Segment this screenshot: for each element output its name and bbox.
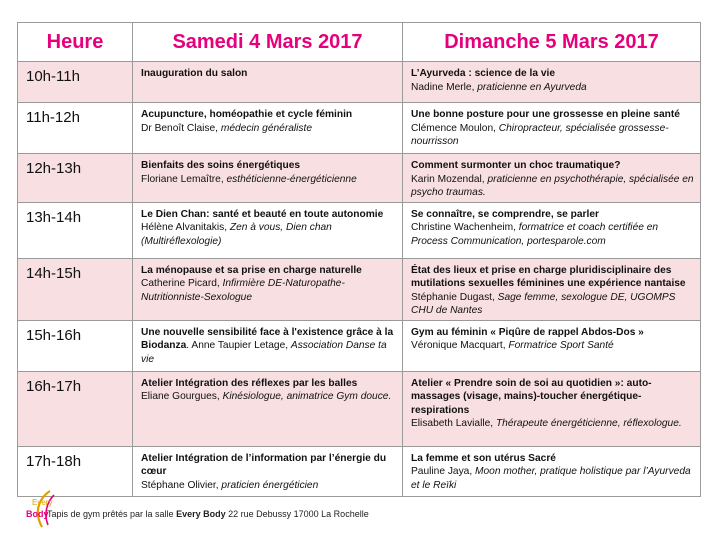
session-title: Une nouvelle sensibilité face à l'existence grâce à la Biodanza: [141, 326, 394, 351]
session-title: État des lieux et prise en charge pluridisciplinaire des mutilations sexuelles féminines une expérience nantaise: [411, 264, 686, 289]
speaker-name: Nadine Merle,: [411, 81, 478, 93]
session-title: Atelier Intégration de l’information par l’énergie du cœur: [141, 452, 387, 477]
speaker-role: formatrice et coach certifiée en Process Communication, portesparole.com: [411, 222, 659, 247]
saturday-session: [133, 103, 403, 154]
speaker-role: Chiropracteur, spécialisée grossesse-nourrisson: [411, 122, 669, 147]
session-title: La femme et son utérus Sacré: [411, 452, 556, 464]
speaker-role: Association Danse ta vie: [141, 340, 387, 365]
speaker-role: Zen à vous, Dien chan (Multiréflexologie): [141, 222, 332, 247]
speaker-name: Elisabeth Lavialle,: [411, 418, 496, 429]
speaker-role: Infirmière DE-Naturopathe-Nutritionniste-Sexologue: [141, 278, 345, 303]
time-slot: 16h-17h: [18, 371, 133, 446]
sunday-session: [403, 258, 701, 320]
session-title: Atelier Intégration des réflexes par les balles: [141, 377, 358, 389]
speaker-name: Hélène Alvanitakis,: [141, 222, 230, 233]
time-slot: 11h-12h: [18, 103, 133, 154]
session-title: Inauguration du salon: [141, 68, 248, 79]
speaker-role: esthéticienne-énergéticienne: [226, 173, 357, 185]
schedule-table: [17, 22, 701, 497]
time-slot: 10h-11h: [18, 62, 133, 103]
schedule-row: [18, 258, 701, 320]
speaker-role: Moon mother, pratique holistique par l’Ayurveda et le Reïki: [411, 466, 691, 491]
sunday-session: [403, 154, 701, 203]
speaker-role: Sage femme, sexologue DE, UGOMPS CHU de Nantes: [411, 291, 676, 316]
speaker-role: Kinésiologue, animatrice Gym douce.: [222, 391, 392, 402]
schedule-row: [18, 202, 701, 258]
schedule-row: [18, 371, 701, 446]
session-title: La ménopause et sa prise en charge naturelle: [141, 264, 362, 276]
speaker-role: praticienne en psychothérapie, spécialisée en psycho traumas.: [411, 173, 694, 198]
speaker-name: Véronique Macquart,: [411, 340, 509, 351]
speaker-role: médecin généraliste: [220, 122, 313, 134]
saturday-session: [133, 258, 403, 320]
session-title: Acupuncture, homéopathie et cycle féminin: [141, 109, 353, 120]
header-row: [18, 23, 701, 62]
sunday-session: [403, 320, 701, 371]
schedule-row: [18, 62, 701, 103]
header-sunday: Dimanche 5 Mars 2017: [403, 23, 701, 62]
speaker-name: . Anne Taupier Letage,: [186, 340, 291, 351]
speaker-name: Catherine Picard,: [141, 278, 223, 289]
speaker-name: Dr Benoît Claise,: [141, 122, 221, 134]
sunday-session: [403, 446, 701, 496]
time-slot: 14h-15h: [18, 258, 133, 320]
speaker-name: Eliane Gourgues,: [141, 391, 223, 402]
speaker-role: praticien énergéticien: [221, 479, 319, 491]
header-saturday: Samedi 4 Mars 2017: [133, 23, 403, 62]
speaker-role: praticienne en Ayurveda: [477, 81, 587, 93]
saturday-session: [133, 202, 403, 258]
speaker-role: Thérapeute énergéticienne, réflexologue.: [495, 418, 682, 429]
session-title: Comment surmonter un choc traumatique?: [411, 160, 621, 171]
session-title: Gym au féminin « Piqûre de rappel Abdos-Dos »: [411, 326, 644, 338]
logo-text-every: Every: [32, 498, 53, 507]
speaker-name: Christine Wachenheim,: [411, 222, 519, 233]
time-slot: 12h-13h: [18, 154, 133, 203]
session-title: L’Ayurveda : science de la vie: [411, 68, 556, 79]
schedule-row: [18, 446, 701, 496]
session-title: Le Dien Chan: santé et beauté en toute autonomie: [141, 208, 384, 220]
session-title: Atelier « Prendre soin de soi au quotidien »: auto-massages (visage, mains)-toucher énergétique-respirations: [411, 377, 652, 416]
footer-address: 22 rue Debussy 17000 La Rochelle: [225, 509, 369, 519]
speaker-name: Pauline Jaya,: [411, 466, 475, 477]
sunday-session: [403, 103, 701, 154]
schedule-row: [18, 320, 701, 371]
speaker-name: Floriane Lemaître,: [141, 173, 227, 185]
header-hour: Heure: [18, 23, 133, 62]
session-title: Se connaître, se comprendre, se parler: [411, 208, 599, 220]
session-title: Une bonne posture pour une grossesse en pleine santé: [411, 109, 680, 120]
footer-prefix: Tapis de gym prêtés par la salle: [47, 509, 177, 519]
saturday-session: [133, 371, 403, 446]
sunday-session: [403, 62, 701, 103]
saturday-session: [133, 154, 403, 203]
sunday-session: [403, 371, 701, 446]
time-slot: 17h-18h: [18, 446, 133, 496]
speaker-name: Karin Mozendal,: [411, 173, 488, 185]
speaker-name: Clémence Moulon,: [411, 122, 499, 134]
time-slot: 13h-14h: [18, 202, 133, 258]
schedule-row: [18, 154, 701, 203]
saturday-session: [133, 62, 403, 103]
saturday-session: [133, 320, 403, 371]
saturday-session: [133, 446, 403, 496]
speaker-name: Stéphane Olivier,: [141, 479, 222, 491]
footer-venue: Every Body: [176, 509, 226, 519]
sunday-session: [403, 202, 701, 258]
speaker-name: Stéphanie Dugast,: [411, 291, 498, 303]
speaker-role: Formatrice Sport Santé: [508, 340, 614, 351]
session-title: Bienfaits des soins énergétiques: [141, 160, 301, 171]
time-slot: 15h-16h: [18, 320, 133, 371]
footer-note: [47, 509, 369, 519]
schedule-row: [18, 103, 701, 154]
logo-text-body: Body: [26, 509, 49, 519]
